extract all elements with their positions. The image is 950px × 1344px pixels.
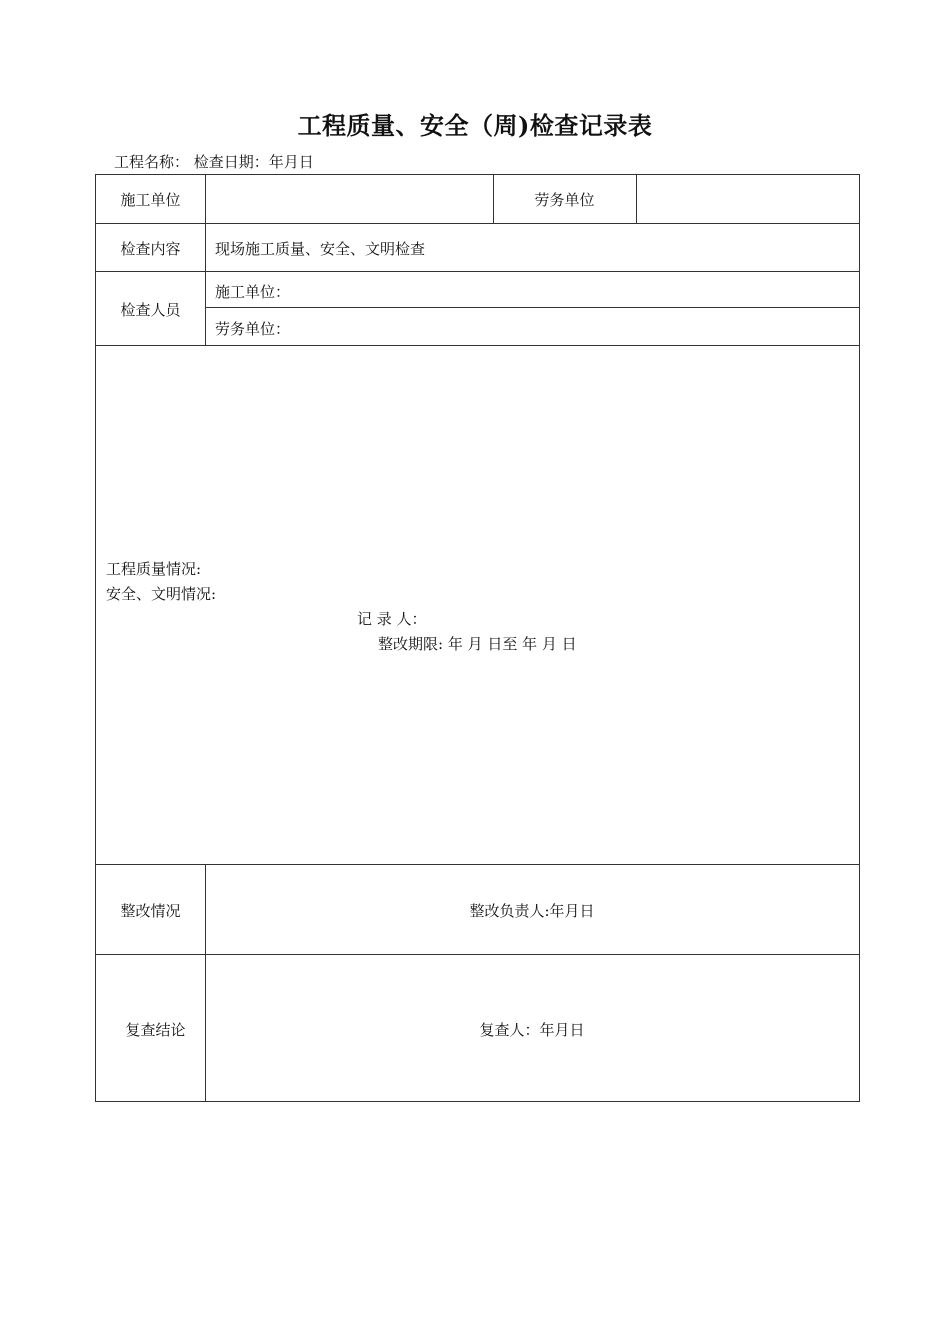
row-divider [96, 864, 859, 865]
row-divider [96, 345, 859, 346]
inspection-content-label: 检查内容 [120, 240, 181, 258]
inspectors-labor-unit: 劳务单位： [215, 320, 291, 338]
column-divider [636, 175, 637, 223]
rectification-label: 整改情况 [120, 902, 181, 920]
column-divider [205, 175, 206, 345]
inspection-content-value: 现场施工质量、安全、文明检查 [215, 240, 426, 258]
project-info-line: 工程名称： 检查日期：年月日 [114, 153, 314, 171]
rectification-responsible: 整改负责人:年月日 [469, 902, 595, 920]
inspection-record-table [95, 174, 860, 1102]
review-conclusion-label: 复查结论 [125, 1021, 186, 1039]
row-divider [96, 954, 859, 955]
quality-situation-label: 工程质量情况: [106, 560, 202, 578]
row-divider [96, 271, 859, 272]
safety-situation-label: 安全、文明情况: [106, 585, 217, 603]
rectification-deadline: 整改期限: 年 月 日至 年 月 日 [378, 635, 577, 653]
inspectors-construction-unit: 施工单位： [215, 283, 291, 301]
recorder-label: 记 录 人： [357, 610, 427, 628]
construction-unit-label: 施工单位 [120, 191, 181, 209]
row-divider [96, 223, 859, 224]
reviewer-signature: 复查人：年月日 [479, 1021, 585, 1039]
labor-unit-label: 劳务单位 [534, 191, 595, 209]
document-title: 工程质量、安全（周)检查记录表 [297, 111, 653, 140]
row-divider [205, 307, 859, 308]
inspectors-label: 检查人员 [120, 301, 181, 319]
